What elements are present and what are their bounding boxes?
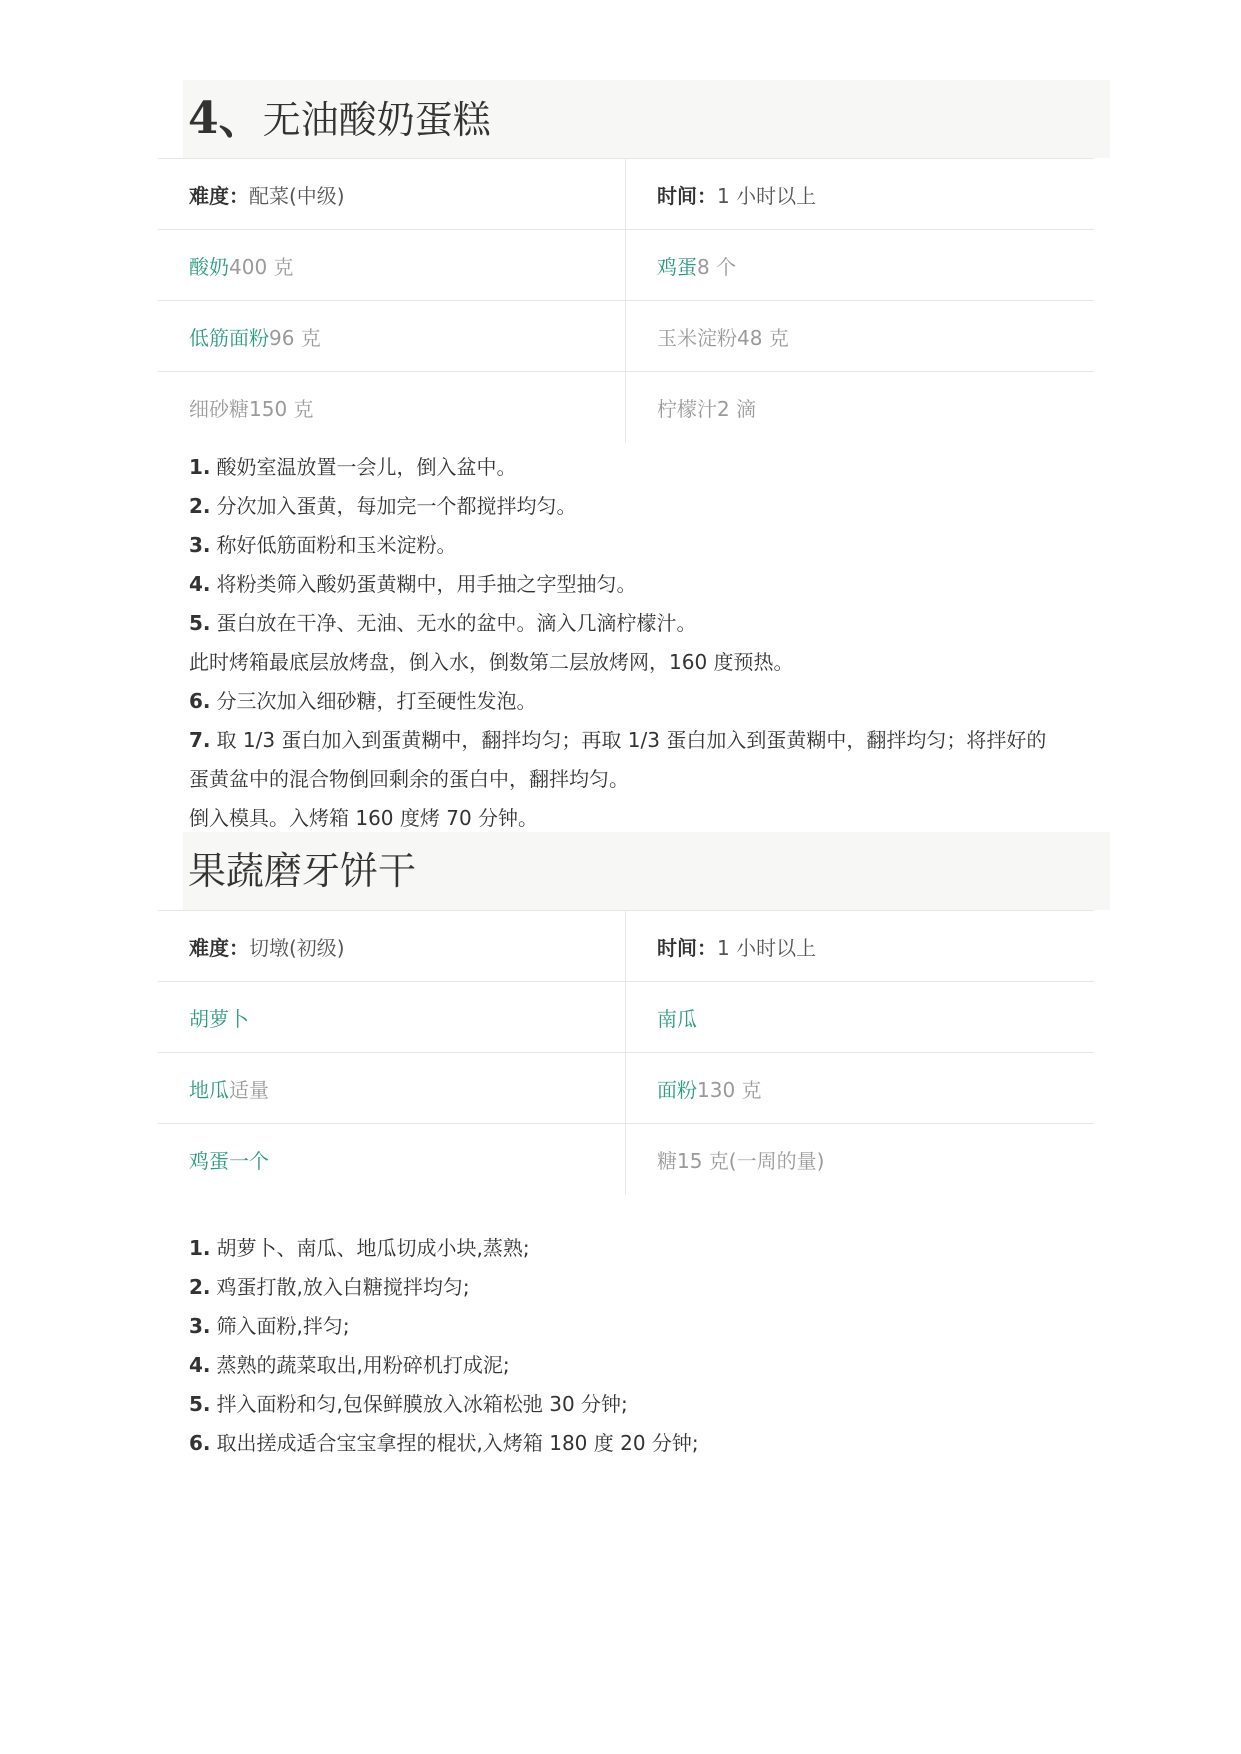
step-number: 5. — [189, 611, 211, 635]
ingredient-amount: 150 克 — [249, 397, 314, 421]
step-number: 4. — [189, 1353, 211, 1377]
step-line — [189, 604, 1114, 643]
ingredient-cell — [626, 301, 1094, 371]
ingredient-link[interactable]: 鸡蛋 — [657, 254, 697, 279]
step-text: 取出搓成适合宝宝拿捏的棍状,入烤箱 180 度 20 分钟; — [216, 1431, 699, 1455]
ingredient-amount: 400 克 — [229, 254, 294, 279]
step-number: 3. — [189, 1314, 211, 1338]
ingredient-cell — [158, 1053, 626, 1123]
step-line — [189, 1385, 1114, 1424]
difficulty-value: 配菜(中级) — [249, 183, 345, 208]
meta-row — [158, 159, 1094, 230]
recipe-title-text: 果蔬磨牙饼干 — [188, 849, 417, 893]
step-text: 鸡蛋打散,放入白糖搅拌均匀; — [216, 1275, 470, 1299]
step-number: 3. — [189, 533, 211, 557]
ingredient-cell — [626, 1124, 1094, 1195]
ingredient-row — [158, 301, 1094, 372]
step-line — [189, 643, 1114, 682]
recipe-info-table — [158, 910, 1094, 1195]
step-text: 将粉类筛入酸奶蛋黄糊中，用手抽之字型抽匀。 — [216, 572, 637, 596]
step-line — [189, 448, 1114, 487]
difficulty-label: 难度： — [189, 935, 249, 960]
ingredient-link[interactable]: 鸡蛋 — [189, 1149, 229, 1173]
ingredient-amount: 8 个 — [697, 254, 737, 279]
meta-row — [158, 911, 1094, 982]
step-line — [189, 565, 1114, 604]
step-line — [189, 487, 1114, 526]
recipe-title — [188, 832, 416, 910]
difficulty-value: 切墩(初级) — [249, 935, 345, 960]
ingredient-name: 糖 — [657, 1149, 677, 1173]
step-line — [189, 1346, 1114, 1385]
difficulty-cell — [158, 911, 626, 981]
step-text: 蛋黄盆中的混合物倒回剩余的蛋白中，翻拌均匀。 — [189, 767, 629, 791]
ingredient-cell — [626, 230, 1094, 300]
time-value: 1 小时以上 — [717, 935, 817, 960]
recipe-info-table — [158, 158, 1094, 443]
recipe-steps — [189, 1229, 1114, 1463]
step-text: 此时烤箱最底层放烤盘，倒入水，倒数第二层放烤网，160 度预热。 — [189, 650, 794, 674]
ingredient-cell — [158, 230, 626, 300]
ingredient-row — [158, 1124, 1094, 1195]
step-text: 筛入面粉,拌匀; — [216, 1314, 350, 1338]
time-cell — [626, 911, 1094, 981]
ingredient-cell — [626, 982, 1094, 1052]
time-cell — [626, 159, 1094, 229]
step-number: 1. — [189, 1236, 211, 1260]
ingredient-cell — [158, 1124, 626, 1195]
ingredient-cell — [626, 1053, 1094, 1123]
recipe-number: 4、 — [188, 93, 263, 144]
step-text: 胡萝卜、南瓜、地瓜切成小块,蒸熟; — [216, 1236, 530, 1260]
step-number: 5. — [189, 1392, 211, 1416]
time-value: 1 小时以上 — [717, 183, 817, 208]
ingredient-amount: 96 克 — [269, 325, 321, 350]
ingredient-row — [158, 372, 1094, 443]
step-text: 分次加入蛋黄，每加完一个都搅拌均匀。 — [216, 494, 577, 518]
step-number: 6. — [189, 1431, 211, 1455]
ingredient-row — [158, 982, 1094, 1053]
step-number: 7. — [189, 728, 211, 752]
step-number: 1. — [189, 455, 211, 479]
step-text: 取 1/3 蛋白加入到蛋黄糊中，翻拌均匀；再取 1/3 蛋白加入到蛋黄糊中，翻拌均匀；将拌好的 — [216, 728, 1047, 752]
ingredient-amount: 一个 — [229, 1149, 269, 1173]
recipe-title — [188, 80, 491, 159]
step-text: 称好低筋面粉和玉米淀粉。 — [216, 533, 457, 557]
time-label: 时间： — [657, 183, 717, 208]
step-line — [189, 682, 1114, 721]
step-line — [189, 1229, 1114, 1268]
ingredient-cell — [158, 982, 626, 1052]
difficulty-label: 难度： — [189, 183, 249, 208]
ingredient-amount: 130 克 — [697, 1077, 762, 1102]
step-text: 倒入模具。入烤箱 160 度烤 70 分钟。 — [189, 806, 539, 830]
step-number: 2. — [189, 1275, 211, 1299]
ingredient-amount: 48 克 — [737, 325, 789, 350]
step-line — [189, 760, 1114, 799]
ingredient-link[interactable]: 胡萝卜 — [189, 1006, 249, 1031]
ingredient-link[interactable]: 酸奶 — [189, 254, 229, 279]
step-line — [189, 1307, 1114, 1346]
step-number: 2. — [189, 494, 211, 518]
ingredient-cell — [158, 301, 626, 371]
step-line — [189, 721, 1114, 760]
step-number: 4. — [189, 572, 211, 596]
step-text: 分三次加入细砂糖，打至硬性发泡。 — [216, 689, 537, 713]
step-text: 酸奶室温放置一会儿，倒入盆中。 — [216, 455, 517, 479]
step-line — [189, 526, 1114, 565]
step-text: 蒸熟的蔬菜取出,用粉碎机打成泥; — [216, 1353, 510, 1377]
ingredient-row — [158, 1053, 1094, 1124]
ingredient-link[interactable]: 面粉 — [657, 1077, 697, 1102]
recipe-steps — [189, 448, 1114, 838]
step-text: 蛋白放在干净、无油、无水的盆中。滴入几滴柠檬汁。 — [216, 611, 697, 635]
ingredient-cell — [158, 372, 626, 443]
ingredient-row — [158, 230, 1094, 301]
step-number: 6. — [189, 689, 211, 713]
ingredient-amount: 15 克(一周的量) — [677, 1149, 825, 1173]
recipe-title-text: 无油酸奶蛋糕 — [262, 98, 491, 142]
step-line — [189, 1268, 1114, 1307]
ingredient-name: 柠檬汁 — [657, 397, 717, 421]
step-text: 拌入面粉和匀,包保鲜膜放入冰箱松弛 30 分钟; — [216, 1392, 628, 1416]
ingredient-name: 玉米淀粉 — [657, 325, 737, 350]
time-label: 时间： — [657, 935, 717, 960]
ingredient-name: 细砂糖 — [189, 397, 249, 421]
ingredient-link[interactable]: 低筋面粉 — [189, 325, 269, 350]
ingredient-link[interactable]: 地瓜 — [189, 1077, 229, 1102]
ingredient-link[interactable]: 南瓜 — [657, 1006, 697, 1031]
ingredient-amount: 适量 — [229, 1077, 269, 1102]
step-line — [189, 1424, 1114, 1463]
ingredient-amount: 2 滴 — [717, 397, 757, 421]
ingredient-cell — [626, 372, 1094, 443]
difficulty-cell — [158, 159, 626, 229]
